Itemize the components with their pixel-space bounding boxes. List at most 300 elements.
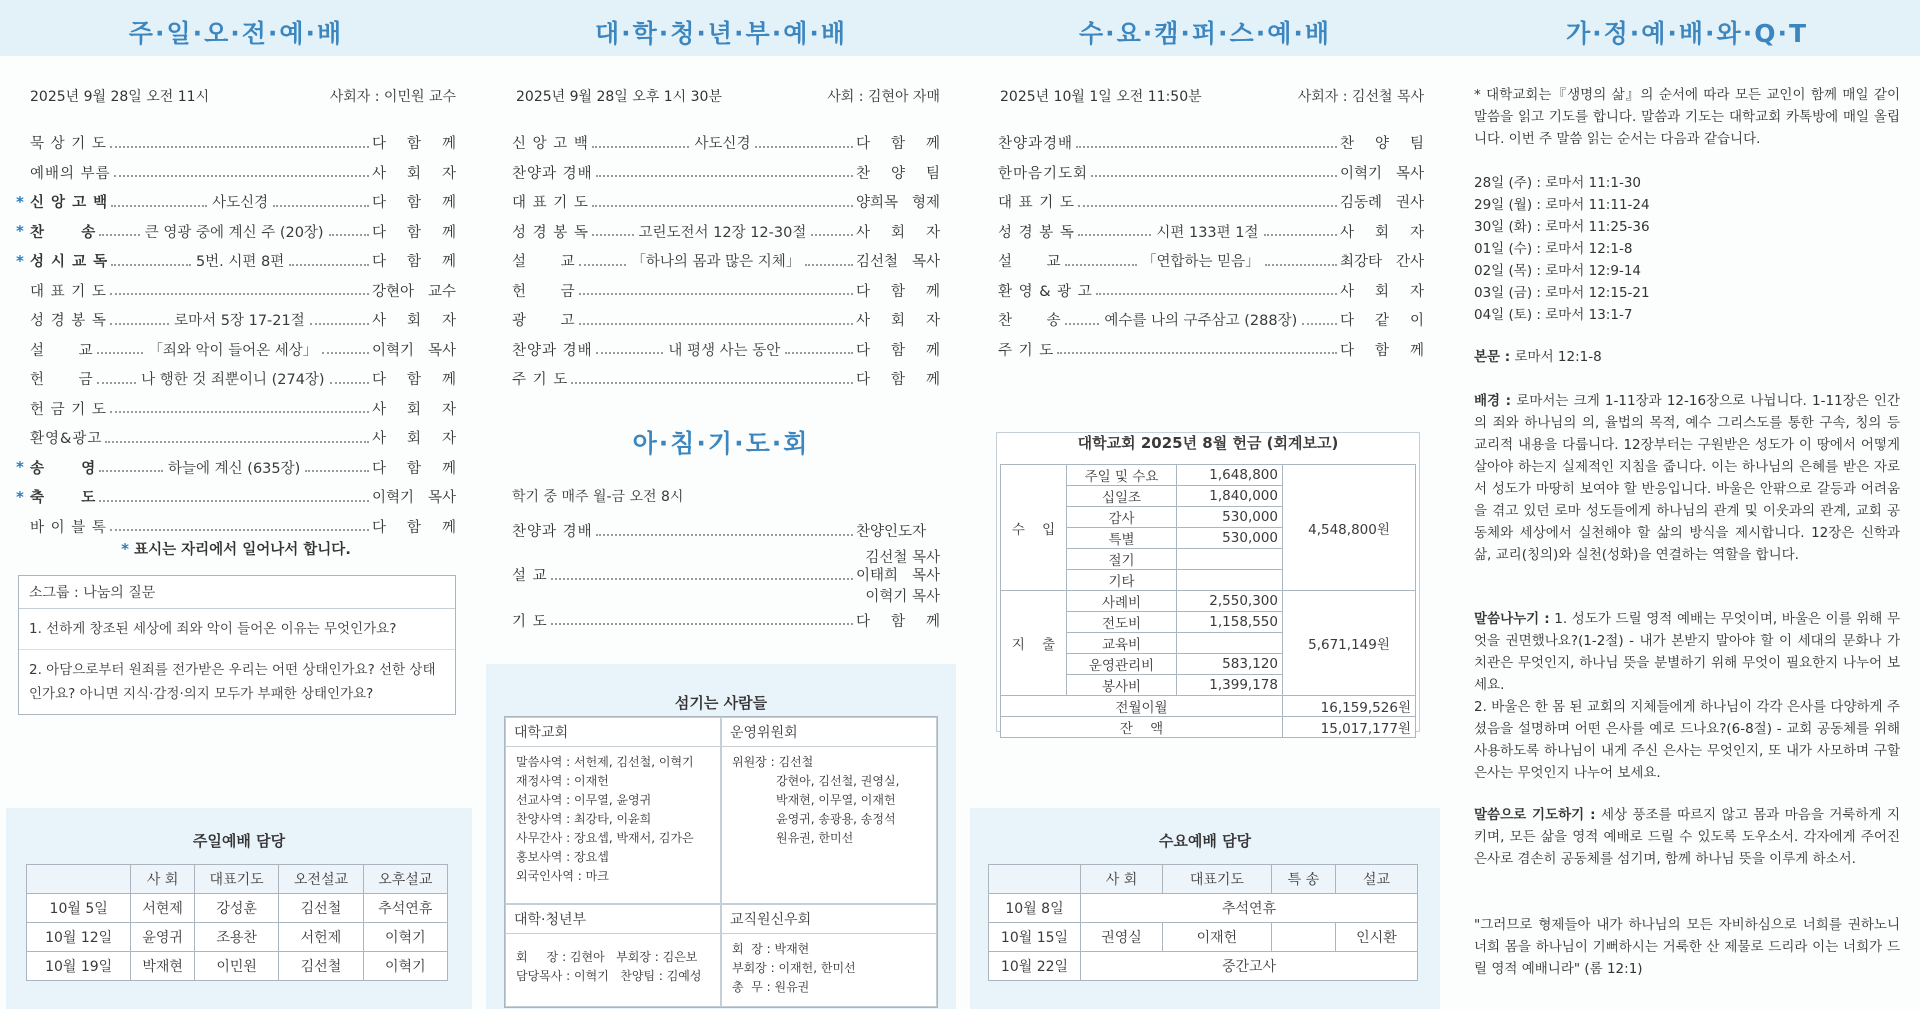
preacher-line: 김선철 목사 (865, 549, 940, 566)
sunday-duty-title: 주일예배 담당 (192, 832, 286, 850)
order-person: 김선철 목사 (856, 254, 940, 271)
staff-line: 위원장 : 김선철 (732, 755, 814, 769)
table-cell: 10월 8일 (989, 894, 1081, 923)
order-row (512, 305, 940, 335)
order-person: 사 회 자 (856, 224, 940, 241)
order-name: 송 영 (30, 460, 97, 477)
order-detail: 큰 영광 중에 계신 주 (20장) (143, 221, 326, 242)
table-row (1001, 465, 1416, 486)
order-row (512, 565, 940, 585)
staff-body (722, 934, 936, 1006)
qt-intro: * 대학교회는『생명의 삶』의 순서에 따라 모든 교인이 함께 매일 같이 말씀을 읽고 기도를 합니다. 말씀과 기도는 대학교회 카톡방에 매일 올립니다. 이번 주 말씀 읽는 순서는 다음과 같습니다. (1474, 87, 1900, 147)
column-header: 대표기도 (1163, 865, 1272, 894)
wednesday-meta (1000, 86, 1424, 106)
qt-background (1474, 390, 1900, 566)
order-person: 다 함 께 (856, 283, 940, 300)
reading-line: 29일 (월) : 로마서 11:11-24 (1474, 197, 1650, 213)
dot-leader (111, 264, 191, 266)
small-group-title: 소그룹 : 나눔의 질문 (19, 576, 455, 609)
finance-item: 교육비 (1067, 633, 1177, 654)
staff-line: 회 장 : 김현아 부회장 : 김은보 (516, 950, 698, 964)
order-person: 최강타 간사 (1340, 254, 1424, 271)
order-person: 이혁기 목사 (1340, 165, 1424, 182)
table-cell: 10월 19일 (27, 952, 131, 981)
order-row (998, 158, 1424, 188)
order-name: 찬양과 경배 (512, 165, 593, 182)
order-row (16, 128, 456, 158)
order-person: 다 함 께 (856, 372, 940, 389)
qt-readings (1474, 172, 1900, 326)
order-person: 다 함 께 (372, 460, 456, 477)
order-name: 설 교 (512, 568, 548, 584)
qt-background-label: 배경 : (1474, 393, 1512, 409)
sunday-order-list (16, 128, 456, 541)
finance-item: 사례비 (1067, 591, 1177, 612)
order-name: 주 기 도 (998, 342, 1055, 359)
finance-item: 십일조 (1067, 486, 1177, 507)
dot-leader (1076, 146, 1337, 148)
staff-body (506, 747, 720, 903)
finance-item: 봉사비 (1067, 675, 1177, 696)
staff-line: 부회장 : 이재헌, 한미선 (732, 961, 856, 975)
table-cell: 인시환 (1335, 923, 1417, 952)
finance-item: 특별 (1067, 528, 1177, 549)
qt-quote: "그러므로 형제들아 내가 하나님의 모든 자비하심으로 너희를 권하노니 너희 몸을 하나님이 기뻐하시는 거룩한 산 제물로 드리라 이는 너희가 드릴 영적 예배니라" (롬 12:1) (1474, 917, 1900, 977)
dot-leader (110, 529, 369, 531)
star-mark: * (16, 458, 24, 477)
order-row (998, 335, 1424, 365)
order-person: 다 함 께 (372, 519, 456, 536)
order-name: 찬양과 경배 (512, 342, 593, 359)
dot-leader (596, 352, 664, 354)
finance-amount (1177, 570, 1283, 591)
sunday-title: 주·일·오·전·예·배 (128, 19, 344, 48)
order-person: 다 함 께 (372, 136, 456, 153)
staff-faculty-fellowship (721, 904, 937, 1007)
order-row (16, 187, 456, 217)
staff-line: 강현아, 김선철, 권영실, (776, 774, 900, 788)
wednesday-duty-table (988, 864, 1418, 981)
order-person: 다 함 께 (372, 254, 456, 271)
dot-leader (811, 234, 853, 236)
youth-title: 대·학·청·년·부·예·배 (594, 19, 848, 48)
order-row (512, 606, 940, 636)
order-name: 주 기 도 (512, 372, 569, 389)
dot-leader (110, 146, 369, 148)
staff-line: 재정사역 : 이재헌 (516, 774, 609, 788)
finance-item: 감사 (1067, 507, 1177, 528)
staff-line: 원유권, 한미선 (776, 831, 854, 845)
order-name: 묵 상 기 도 (30, 136, 107, 153)
wednesday-date: 2025년 10월 1일 오전 11:50분 (1000, 89, 1202, 105)
dot-leader (99, 500, 369, 502)
dot-leader (97, 352, 144, 354)
dot-leader (114, 175, 369, 177)
dot-leader (97, 382, 136, 384)
finance-total: 16,159,526원 (1283, 696, 1416, 717)
finance-amount (1177, 549, 1283, 570)
order-name: 예배의 부름 (30, 165, 111, 182)
dot-leader (579, 264, 627, 266)
order-person: 이혁기 목사 (372, 342, 456, 359)
sunday-service-section (0, 0, 472, 1009)
table-cell: 윤영귀 (131, 923, 195, 952)
table-row (1001, 717, 1416, 738)
finance-title: 대학교회 2025년 8월 헌금 (회계보고) (1077, 434, 1339, 452)
order-person: 다 함 께 (372, 372, 456, 389)
wednesday-duty-title: 수요예배 담당 (1158, 832, 1252, 850)
order-detail: 5번. 시편 8편 (194, 250, 286, 271)
order-row (512, 364, 940, 394)
dot-leader (99, 470, 163, 472)
table-row (27, 952, 448, 981)
table-cell: 중간고사 (1081, 952, 1418, 981)
staff-line: 홍보사역 : 장요셉 (516, 850, 609, 864)
order-person: 사 회 자 (372, 431, 456, 448)
order-name: 찬 송 (998, 313, 1062, 330)
small-group-box (18, 575, 456, 715)
dot-leader (596, 175, 853, 177)
table-cell: 서현제 (131, 894, 195, 923)
order-name: 설 교 (512, 254, 576, 271)
table-cell: 추석연휴 (363, 894, 447, 923)
staff-title: 섬기는 사람들 (674, 694, 768, 712)
staff-line: 사무간사 : 장요셉, 박재서, 김가은 (516, 831, 694, 845)
staff-body (722, 747, 936, 903)
order-detail: 고린도전서 12장 12-30절 (637, 221, 809, 242)
table-cell: 이재헌 (1163, 923, 1272, 952)
preacher-line: 이혁기 목사 (865, 588, 940, 605)
order-row (998, 305, 1424, 335)
finance-amount: 2,550,300 (1177, 591, 1283, 612)
qt-text-value: 로마서 12:1-8 (1514, 349, 1602, 365)
wednesday-service-section (970, 0, 1440, 1009)
order-row (16, 276, 456, 306)
table-cell: 조용찬 (194, 923, 278, 952)
table-row (989, 923, 1418, 952)
qt-text-label: 본문 : (1474, 349, 1511, 365)
order-name: 성 경 봉 독 (30, 313, 107, 330)
order-name: 성 시 교 독 (30, 254, 109, 271)
finance-item: 기타 (1067, 570, 1177, 591)
order-name: 설 교 (30, 342, 94, 359)
qt-text (1474, 346, 1900, 368)
order-detail: 하늘에 계신 (635장) (166, 457, 302, 478)
dot-leader (99, 234, 139, 236)
youth-date: 2025년 9월 28일 오후 1시 30분 (516, 89, 722, 105)
order-detail: 사도신경 (210, 191, 270, 212)
order-person: 다 함 께 (372, 195, 456, 212)
table-cell: 강성훈 (194, 894, 278, 923)
table-cell: 권영실 (1081, 923, 1163, 952)
qt-sharing-text: 2. 바울은 한 몸 된 교회의 지체들에게 하나님이 각각 은사를 다양하게 주셨음을 설명하며 어떤 은사를 예로 드나요?(6-8절) - 교회 공동체를 위해 사용하도록 하나님이 내게 주신 은사는 무엇인지, 또 내가 사모하며 구할 은사는 무엇인지 나누어 보세요. (1474, 699, 1900, 781)
order-row (512, 128, 940, 158)
reading-line: 30일 (화) : 로마서 11:25-36 (1474, 219, 1650, 235)
order-detail: 나 행한 것 죄뿐이니 (274장) (139, 368, 327, 389)
order-row (998, 246, 1424, 276)
order-row (16, 423, 456, 453)
dot-leader (310, 323, 369, 325)
sunday-date: 2025년 9월 28일 오전 11시 (30, 89, 210, 105)
youth-leader: 사회 : 김현아 자매 (827, 89, 940, 105)
order-name: 헌 금 기 도 (30, 401, 107, 418)
dot-leader (305, 470, 369, 472)
finance-total: 15,017,177원 (1283, 717, 1416, 738)
order-person: 사 회 자 (372, 313, 456, 330)
order-person: 찬 양 팀 (856, 165, 940, 182)
order-row (998, 187, 1424, 217)
table-cell: 추석연휴 (1081, 894, 1418, 923)
order-name: 성 경 봉 독 (998, 224, 1075, 241)
sunday-meta (30, 86, 456, 106)
order-name: 찬양과 경배 (512, 524, 593, 541)
order-person: 강현아 교수 (372, 283, 456, 300)
finance-amount: 583,120 (1177, 654, 1283, 675)
dot-leader (1078, 234, 1152, 236)
order-person: 다 함 께 (1340, 342, 1424, 359)
youth-order-list (512, 128, 940, 394)
finance-amount: 530,000 (1177, 507, 1283, 528)
staff-line: 총 무 : 원유권 (732, 980, 810, 994)
star-mark: * (16, 222, 24, 241)
staff-operating-committee (721, 717, 937, 904)
dot-leader (1265, 264, 1337, 266)
order-person: 다 함 께 (856, 613, 940, 630)
order-name: 축 도 (30, 490, 97, 507)
staff-heading: 운영위원회 (722, 718, 936, 747)
order-person: 사 회 자 (372, 401, 456, 418)
order-person: 사 회 자 (1340, 283, 1424, 300)
column-header (27, 865, 131, 894)
small-group-question: 2. 아담으로부터 원죄를 전가받은 우리는 어떤 상태인가요? 선한 상태인가요? 아니면 지식·감정·의지 모두가 부패한 상태인가요? (29, 662, 436, 702)
table-cell: 10월 15일 (989, 923, 1081, 952)
order-person: 찬 양 팀 (1340, 136, 1424, 153)
order-person: 이혁기 목사 (372, 490, 456, 507)
order-name: 찬 송 (30, 224, 97, 241)
finance-item: 주일 및 수요 (1067, 465, 1177, 486)
order-row (512, 335, 940, 365)
order-row (16, 217, 456, 247)
table-cell: 박재현 (131, 952, 195, 981)
order-row (512, 217, 940, 247)
table-cell: 김선철 (279, 952, 363, 981)
order-row (998, 128, 1424, 158)
staff-heading: 교직원신우회 (722, 905, 936, 934)
column-header (989, 865, 1081, 894)
morning-prayer-title: 아·침·기·도·회 (632, 429, 810, 458)
order-row (16, 512, 456, 542)
column-header: 설교 (1335, 865, 1417, 894)
order-row (16, 394, 456, 424)
order-name: 환영&광고 (30, 431, 103, 448)
finance-category: 지 출 (1001, 591, 1067, 696)
staff-box (504, 716, 938, 1008)
dot-leader (592, 234, 634, 236)
order-name: 헌 금 (30, 372, 94, 389)
reading-line: 02일 (목) : 로마서 12:9-14 (1474, 263, 1641, 279)
order-name: 신 앙 고 백 (512, 136, 589, 153)
staff-line: 말씀사역 : 서헌제, 김선철, 이혁기 (516, 755, 694, 769)
table-row (27, 894, 448, 923)
dot-leader (110, 293, 369, 295)
finance-item: 잔 액 (1001, 717, 1283, 738)
dot-leader (330, 382, 369, 384)
table-cell: 이민원 (194, 952, 278, 981)
dot-leader (592, 146, 690, 148)
order-row (998, 276, 1424, 306)
order-name: 대 표 기 도 (998, 195, 1075, 212)
dot-leader (592, 205, 853, 207)
table-cell: 10월 12일 (27, 923, 131, 952)
order-person: 양희목 형제 (856, 195, 940, 212)
table-cell (1271, 923, 1335, 952)
finance-item: 절기 (1067, 549, 1177, 570)
order-person: 다 함 께 (856, 342, 940, 359)
dot-leader (579, 293, 853, 295)
finance-category: 수 입 (1001, 465, 1067, 591)
dot-leader (1057, 352, 1337, 354)
column-header: 오전설교 (279, 865, 363, 894)
dot-leader (322, 352, 369, 354)
dot-leader (329, 234, 369, 236)
order-name: 성 경 봉 독 (512, 224, 589, 241)
star-mark: * (16, 251, 24, 270)
reading-line: 01일 (수) : 로마서 12:1-8 (1474, 241, 1633, 257)
order-row (16, 158, 456, 188)
table-row (1001, 591, 1416, 612)
staff-body (506, 934, 720, 1006)
dot-leader (1264, 234, 1338, 236)
star-mark: * (16, 192, 24, 211)
sunday-duty-table (26, 864, 448, 981)
finance-amount: 1,399,178 (1177, 675, 1283, 696)
order-person: 김동례 권사 (1340, 195, 1424, 212)
order-row (512, 158, 940, 188)
sunday-leader: 사회자 : 이민원 교수 (329, 89, 456, 105)
order-name: 광 고 (512, 313, 576, 330)
staff-heading: 대학·청년부 (506, 905, 720, 934)
order-detail: 내 평생 사는 동안 (666, 339, 782, 360)
finance-amount (1177, 633, 1283, 654)
finance-item: 운영관리비 (1067, 654, 1177, 675)
morning-prayer-order (512, 516, 940, 635)
staff-line: 선교사역 : 이무열, 윤영귀 (516, 793, 652, 807)
finance-amount: 1,158,550 (1177, 612, 1283, 633)
order-person: 다 같 이 (1340, 313, 1424, 330)
dot-leader (579, 323, 853, 325)
dot-leader (110, 323, 169, 325)
dot-leader (571, 382, 853, 384)
order-name: 한마음기도회 (998, 165, 1089, 182)
order-person: 찬양인도자 (856, 524, 927, 541)
wednesday-title: 수·요·캠·퍼·스·예·배 (1078, 19, 1332, 48)
qt-title: 가·정·예·배·와·Q·T (1565, 19, 1809, 48)
dot-leader (1065, 264, 1137, 266)
finance-amount: 530,000 (1177, 528, 1283, 549)
order-person: 다 함 께 (856, 136, 940, 153)
reading-line: 28일 (주) : 로마서 11:1-30 (1474, 175, 1641, 191)
order-detail: 사도신경 (692, 132, 752, 153)
table-cell: 김선철 (279, 894, 363, 923)
dot-leader (289, 264, 369, 266)
column-header: 대표기도 (194, 865, 278, 894)
table-row (1001, 696, 1416, 717)
table-header-row (989, 865, 1418, 894)
qt-background-text: 로마서는 크게 1-11장과 12-16장으로 나뉩니다. 1-11장은 인간의 죄와 하나님의 의, 율법의 목적, 예수 그리스도를 통한 구속, 칭의 등 교리적 내용을 다룹니다. 12장부터는 구원받은 성도가 이 땅에서 어떻게 살아야 하는지 실제적인 지침을 줍니다. 이는 하나님의 은혜를 받은 자로서 성도가 마땅히 보여야 할 반응입니다. 바울은 안팎으로 갈등과 어려움을 겪고 있던 로마 성도들에게 하나님의 관계 및 이웃과의 관계, 교회 공동체와 세상에서 실천해야 할 삶의 방식을 제시합니다. 12장은 신학과 삶, 교리(칭의)와 실천(성화)을 연결하는 역할을 합니다. (1474, 393, 1901, 563)
table-cell: 10월 22일 (989, 952, 1081, 981)
order-name: 신 앙 고 백 (30, 195, 109, 212)
column-header: 사 회 (131, 865, 195, 894)
dot-leader (755, 146, 853, 148)
order-person: 사 회 자 (1340, 224, 1424, 241)
order-name: 대 표 기 도 (512, 195, 589, 212)
order-person: 다 함 께 (372, 224, 456, 241)
column-header: 특 송 (1271, 865, 1335, 894)
wednesday-leader: 사회자 : 김선철 목사 (1297, 89, 1424, 105)
dot-leader (273, 205, 369, 207)
finance-item: 전도비 (1067, 612, 1177, 633)
star-mark: * (121, 540, 130, 558)
morning-prayer-time: 학기 중 매주 월-금 오전 8시 (512, 489, 684, 505)
finance-total: 4,548,800원 (1283, 465, 1416, 591)
standing-note (0, 538, 472, 559)
dot-leader (1065, 323, 1100, 325)
order-detail: 「하나의 몸과 많은 지체」 (629, 250, 802, 271)
table-header-row (27, 865, 448, 894)
order-name: 설 교 (998, 254, 1062, 271)
order-name: 환 영 & 광 고 (998, 283, 1093, 300)
table-cell: 이혁기 (363, 952, 447, 981)
order-name: 헌 금 (512, 283, 576, 300)
staff-heading: 대학교회 (506, 718, 720, 747)
youth-meta (516, 86, 940, 106)
finance-item: 전월이월 (1001, 696, 1283, 717)
column-header: 사 회 (1081, 865, 1163, 894)
order-row (512, 187, 940, 217)
order-person: 사 회 자 (856, 313, 940, 330)
sunday-duty-panel (6, 808, 472, 1009)
order-detail: 「연합하는 믿음」 (1140, 250, 1262, 271)
finance-amount: 1,840,000 (1177, 486, 1283, 507)
dot-leader (111, 205, 207, 207)
qt-prayer-label: 말씀으로 기도하기 : (1474, 807, 1596, 823)
order-detail: 로마서 5장 17-21절 (172, 309, 307, 330)
dot-leader (1096, 293, 1337, 295)
order-row (512, 246, 940, 276)
staff-university-church (505, 717, 721, 904)
dot-leader (1302, 323, 1337, 325)
order-row (16, 453, 456, 483)
dot-leader (110, 411, 369, 413)
order-row (16, 335, 456, 365)
table-row (27, 923, 448, 952)
qt-prayer (1474, 804, 1900, 870)
table-cell: 이혁기 (363, 923, 447, 952)
table-row (989, 952, 1418, 981)
wednesday-order-list (998, 128, 1424, 364)
standing-note-text: 표시는 자리에서 일어나서 합니다. (134, 542, 351, 558)
order-name: 기 도 (512, 613, 548, 630)
order-row (16, 246, 456, 276)
youth-service-section (486, 0, 956, 1009)
staff-line: 담당목사 : 이혁기 찬양팀 : 김예성 (516, 969, 702, 983)
reading-line: 04일 (토) : 로마서 13:1-7 (1474, 307, 1633, 323)
staff-line: 회 장 : 박재현 (732, 942, 810, 956)
order-row (512, 276, 940, 306)
dot-leader (1078, 205, 1337, 207)
dot-leader (551, 623, 853, 625)
reading-line: 03일 (금) : 로마서 12:15-21 (1474, 285, 1650, 301)
